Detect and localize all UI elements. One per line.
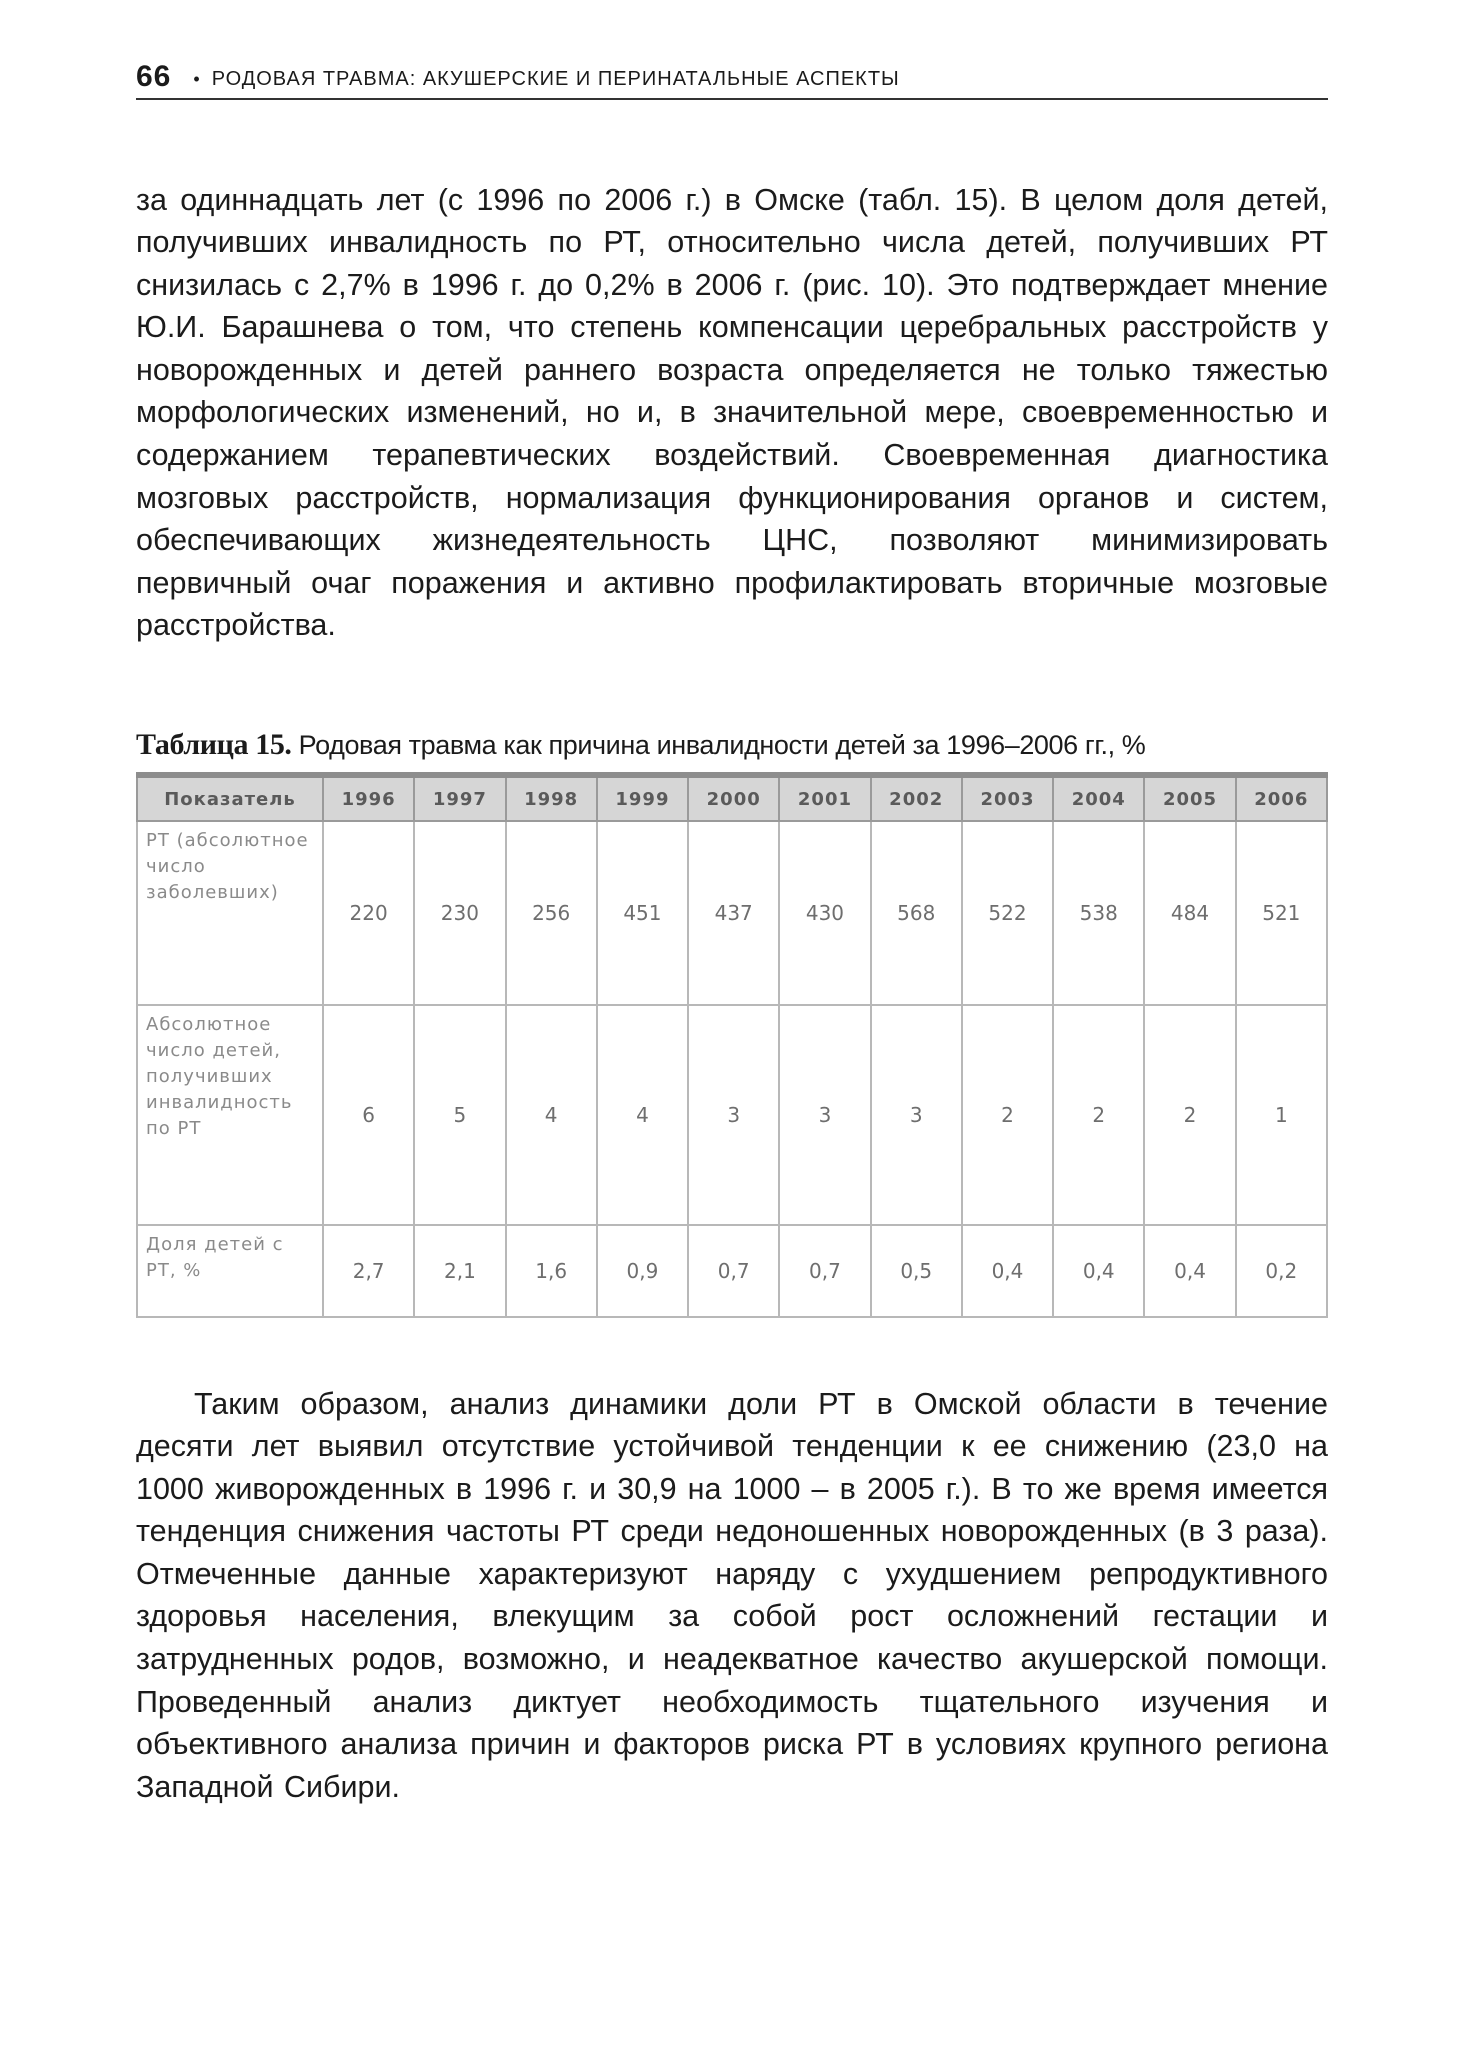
table-cell: 3 <box>688 1005 779 1225</box>
column-header: 1996 <box>323 775 414 821</box>
row-label: РТ (абсолютное число заболевших) <box>137 821 323 1005</box>
table-cell: 2 <box>1053 1005 1144 1225</box>
table-cell: 6 <box>323 1005 414 1225</box>
column-header: 2003 <box>962 775 1053 821</box>
table-cell: 0,4 <box>1053 1225 1144 1317</box>
body-paragraph-2: Таким образом, анализ динамики доли РТ в Омской области в течение десяти лет выявил отсутствие устойчивой тенденции к ее снижению (23,0 на 1000 живорожденных в 1996 г. и 30,9 на 1000 – в 2005 г.). В то же время имеется тенденция снижения частоты РТ среди недоношенных новорожденных (в 3 раза). Отмеченные данные характеризуют наряду с ухудшением репродуктивного здоровья населения, влекущим за собой рост осложнений гестации и затрудненных родов, возможно, и неадекватное качество акушерской помощи. Проведенный анализ диктует необходимость тщательного изучения и объективного анализа причин и факторов риска РТ в условиях крупного региона Западной Сибири. <box>136 1386 1328 1804</box>
column-header: 1997 <box>414 775 505 821</box>
column-header: 1999 <box>597 775 688 821</box>
table-cell: 2,1 <box>414 1225 505 1317</box>
table-cell: 4 <box>506 1005 597 1225</box>
running-header <box>136 52 1328 100</box>
table-cell: 451 <box>597 821 688 1005</box>
table-cell: 522 <box>962 821 1053 1005</box>
table-cell: 1,6 <box>506 1225 597 1317</box>
running-title: РОДОВАЯ ТРАВМА: АКУШЕРСКИЕ И ПЕРИНАТАЛЬНЫЕ АСПЕКТЫ <box>211 68 900 90</box>
table-cell: 538 <box>1053 821 1144 1005</box>
table-cell: 256 <box>506 821 597 1005</box>
column-header: 2006 <box>1236 775 1327 821</box>
table-row <box>137 1005 1327 1225</box>
table-cell: 3 <box>779 1005 870 1225</box>
table-cell: 0,4 <box>962 1225 1053 1317</box>
page-number: 66 <box>136 60 172 93</box>
column-header: 2002 <box>871 775 962 821</box>
table-cell: 0,2 <box>1236 1225 1327 1317</box>
column-header: Показатель <box>137 775 323 821</box>
column-header: 2001 <box>779 775 870 821</box>
table-header-row <box>137 775 1327 821</box>
column-header: 1998 <box>506 775 597 821</box>
table-row <box>137 1225 1327 1317</box>
table-cell: 437 <box>688 821 779 1005</box>
table-cell: 1 <box>1236 1005 1327 1225</box>
table-cell: 521 <box>1236 821 1327 1005</box>
table-cell: 430 <box>779 821 870 1005</box>
column-header: 2004 <box>1053 775 1144 821</box>
table-cell: 0,7 <box>779 1225 870 1317</box>
table-cell: 0,7 <box>688 1225 779 1317</box>
row-label: Доля детей с РТ, % <box>137 1225 323 1317</box>
table-cell: 5 <box>414 1005 505 1225</box>
body-paragraph-1: за одиннадцать лет (с 1996 по 2006 г.) в Омске (табл. 15). В целом доля детей, получивших инвалидность по РТ, относительно числа детей, получивших РТ снизилась с 2,7% в 1996 г. до 0,2% в 2006 г. (рис. 10). Это подтверждает мнение Ю.И. Барашнева о том, что степень компенсации церебральных расстройств у новорожденных и детей раннего возраста определяется не только тяжестью морфологических изменений, но и, в значительной мере, своевременностью и содержанием терапевтических воздействий. Своевременная диагностика мозговых расстройств, нормализация функционирования органов и систем, обеспечивающих жизнедеятельность ЦНС, позволяют минимизировать первичный очаг поражения и активно профилактировать вторичные мозговые расстройства. <box>136 182 1328 643</box>
table-cell: 0,5 <box>871 1225 962 1317</box>
table-cell: 0,4 <box>1144 1225 1235 1317</box>
table-cell: 220 <box>323 821 414 1005</box>
column-header: 2000 <box>688 775 779 821</box>
column-header: 2005 <box>1144 775 1235 821</box>
table-cell: 0,9 <box>597 1225 688 1317</box>
table-cell: 3 <box>871 1005 962 1225</box>
header-bullet: • <box>193 69 200 89</box>
row-label: Абсолютное число детей, получивших инвалидность по РТ <box>137 1005 323 1225</box>
table-cell: 230 <box>414 821 505 1005</box>
table-caption-label: Таблица 15. <box>136 728 292 761</box>
table-cell: 4 <box>597 1005 688 1225</box>
table-cell: 484 <box>1144 821 1235 1005</box>
table-cell: 2 <box>1144 1005 1235 1225</box>
table-cell: 2 <box>962 1005 1053 1225</box>
table-row <box>137 821 1327 1005</box>
data-table <box>136 772 1328 1318</box>
table-caption-text: Родовая травма как причина инвалидности детей за 1996–2006 гг., % <box>298 730 1146 760</box>
table-cell: 2,7 <box>323 1225 414 1317</box>
table-caption <box>136 728 1328 762</box>
table-cell: 568 <box>871 821 962 1005</box>
